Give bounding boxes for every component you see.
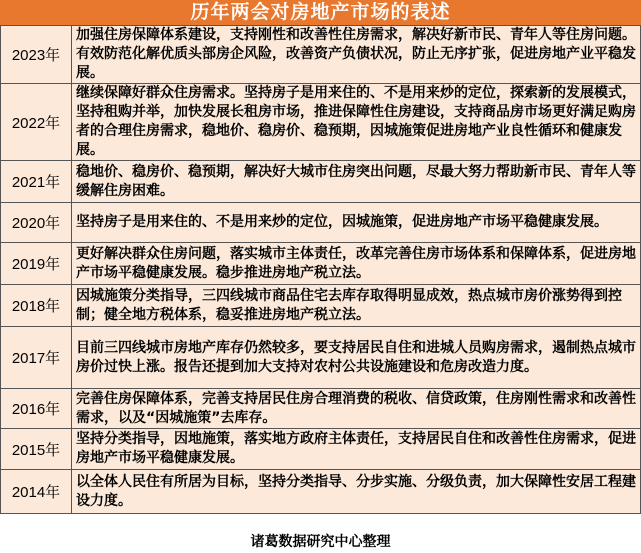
table-row [1, 161, 641, 203]
statement-cell: 继续保障好群众住房需求。坚持房子是用来住的、不是用来炒的定位，探索新的发展模式，坚持租购并举，加快发展长租房市场，推进保障性住房建设，支持商品房市场更好满足购房者的合理住房需求，稳地价、稳房价、稳预期，因城施策促进房地产业良性循环和健康发展。 [72, 84, 641, 161]
statement-cell: 以全体人民住有所居为目标，坚持分类指导、分步实施、分级负责，加大保障性安居工程建设力度。 [72, 470, 641, 514]
statement-cell: 完善住房保障体系，完善支持居民住房合理消费的税收、信贷政策，住房刚性需求和改善性需求，以及“因城施策”去库存。 [72, 389, 641, 429]
statement-cell: 因城施策分类指导，三四线城市商品住宅去库存取得明显成效，热点城市房价涨势得到控制；健全地方税体系，稳妥推进房地产税立法。 [72, 285, 641, 327]
table-row [1, 243, 641, 285]
statement-cell: 坚持房子是用来住的、不是用来炒的定位，因城施策，促进房地产市场平稳健康发展。 [72, 203, 641, 243]
year-cell: 2015年 [1, 429, 72, 470]
policy-table [0, 25, 641, 514]
year-cell: 2020年 [1, 203, 72, 243]
year-cell: 2022年 [1, 84, 72, 161]
year-cell: 2016年 [1, 389, 72, 429]
statement-cell: 稳地价、稳房价、稳预期，解决好大城市住房突出问题，尽最大努力帮助新市民、青年人等缓解住房困难。 [72, 161, 641, 203]
source-footer: 诸葛数据研究中心整理 [250, 534, 391, 550]
statement-cell: 加强住房保障体系建设，支持刚性和改善性住房需求，解决好新市民、青年人等住房问题。有效防范化解优质头部房企风险，改善资产负债状况，防止无序扩张，促进房地产业平稳发展。 [72, 26, 641, 84]
year-cell: 2021年 [1, 161, 72, 203]
table-row [1, 470, 641, 514]
table-row [1, 429, 641, 470]
table-row [1, 26, 641, 84]
statement-cell: 目前三四线城市房地产库存仍然较多，要支持居民自住和进城人员购房需求，遏制热点城市房价过快上涨。报告还提到加大支持对农村公共设施建设和危房改造力度。 [72, 327, 641, 389]
year-cell: 2023年 [1, 26, 72, 84]
table-row [1, 285, 641, 327]
statement-cell: 坚持分类指导，因地施策，落实地方政府主体责任，支持居民自住和改善性住房需求，促进房地产市场平稳健康发展。 [72, 429, 641, 470]
year-cell: 2019年 [1, 243, 72, 285]
table-row [1, 389, 641, 429]
table-row [1, 84, 641, 161]
policy-table-body [1, 26, 641, 514]
statement-cell: 更好解决群众住房问题，落实城市主体责任，改革完善住房市场体系和保障体系，促进房地产市场平稳健康发展。稳步推进房地产税立法。 [72, 243, 641, 285]
table-row [1, 203, 641, 243]
year-cell: 2014年 [1, 470, 72, 514]
year-cell: 2018年 [1, 285, 72, 327]
page-title: 历年两会对房地产市场的表述 [0, 0, 641, 25]
table-row [1, 327, 641, 389]
year-cell: 2017年 [1, 327, 72, 389]
